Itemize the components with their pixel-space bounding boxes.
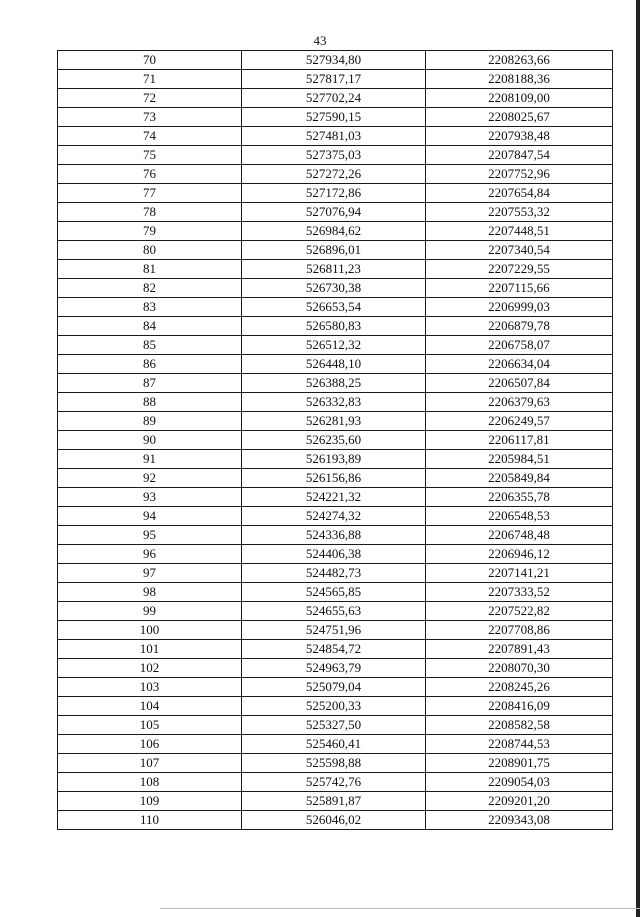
y-coordinate-cell: 2206355,78: [426, 488, 613, 507]
table-row: [58, 792, 613, 811]
y-coordinate-cell: 2205984,51: [426, 450, 613, 469]
point-number-cell: 82: [58, 279, 242, 298]
table-row: [58, 735, 613, 754]
x-coordinate-cell: 526156,86: [242, 469, 426, 488]
y-coordinate-cell: 2205849,84: [426, 469, 613, 488]
table-row: [58, 355, 613, 374]
y-coordinate-cell: 2208744,53: [426, 735, 613, 754]
y-coordinate-cell: 2208416,09: [426, 697, 613, 716]
x-coordinate-cell: 524221,32: [242, 488, 426, 507]
x-coordinate-cell: 526332,83: [242, 393, 426, 412]
point-number-cell: 109: [58, 792, 242, 811]
y-coordinate-cell: 2206548,53: [426, 507, 613, 526]
point-number-cell: 81: [58, 260, 242, 279]
x-coordinate-cell: 527934,80: [242, 51, 426, 70]
table-row: [58, 260, 613, 279]
x-coordinate-cell: 524336,88: [242, 526, 426, 545]
y-coordinate-cell: 2207115,66: [426, 279, 613, 298]
table-row: [58, 70, 613, 89]
y-coordinate-cell: 2206999,03: [426, 298, 613, 317]
table-row: [58, 811, 613, 830]
point-number-cell: 94: [58, 507, 242, 526]
point-number-cell: 106: [58, 735, 242, 754]
x-coordinate-cell: 526448,10: [242, 355, 426, 374]
table-row: [58, 754, 613, 773]
point-number-cell: 88: [58, 393, 242, 412]
table-row: [58, 640, 613, 659]
scan-bottom-line: [160, 908, 640, 909]
x-coordinate-cell: 524274,32: [242, 507, 426, 526]
point-number-cell: 105: [58, 716, 242, 735]
table-row: [58, 507, 613, 526]
point-number-cell: 79: [58, 222, 242, 241]
x-coordinate-cell: 526730,38: [242, 279, 426, 298]
x-coordinate-cell: 524854,72: [242, 640, 426, 659]
point-number-cell: 103: [58, 678, 242, 697]
coordinates-table: [57, 50, 613, 830]
x-coordinate-cell: 526811,23: [242, 260, 426, 279]
y-coordinate-cell: 2206117,81: [426, 431, 613, 450]
table-row: [58, 336, 613, 355]
point-number-cell: 110: [58, 811, 242, 830]
x-coordinate-cell: 525891,87: [242, 792, 426, 811]
y-coordinate-cell: 2206379,63: [426, 393, 613, 412]
y-coordinate-cell: 2207340,54: [426, 241, 613, 260]
table-row: [58, 393, 613, 412]
x-coordinate-cell: 526512,32: [242, 336, 426, 355]
x-coordinate-cell: 525460,41: [242, 735, 426, 754]
table-row: [58, 51, 613, 70]
y-coordinate-cell: 2207229,55: [426, 260, 613, 279]
x-coordinate-cell: 525327,50: [242, 716, 426, 735]
table-row: [58, 526, 613, 545]
table-row: [58, 165, 613, 184]
y-coordinate-cell: 2209054,03: [426, 773, 613, 792]
x-coordinate-cell: 527702,24: [242, 89, 426, 108]
x-coordinate-cell: 526984,62: [242, 222, 426, 241]
table-row: [58, 241, 613, 260]
table-row: [58, 431, 613, 450]
y-coordinate-cell: 2208188,36: [426, 70, 613, 89]
x-coordinate-cell: 525079,04: [242, 678, 426, 697]
point-number-cell: 76: [58, 165, 242, 184]
y-coordinate-cell: 2207333,52: [426, 583, 613, 602]
x-coordinate-cell: 527272,26: [242, 165, 426, 184]
y-coordinate-cell: 2207938,48: [426, 127, 613, 146]
x-coordinate-cell: 526896,01: [242, 241, 426, 260]
x-coordinate-cell: 527481,03: [242, 127, 426, 146]
point-number-cell: 80: [58, 241, 242, 260]
x-coordinate-cell: 524751,96: [242, 621, 426, 640]
table-body: [58, 51, 613, 830]
x-coordinate-cell: 527375,03: [242, 146, 426, 165]
table-row: [58, 222, 613, 241]
table-row: [58, 374, 613, 393]
x-coordinate-cell: 526388,25: [242, 374, 426, 393]
x-coordinate-cell: 526235,60: [242, 431, 426, 450]
point-number-cell: 70: [58, 51, 242, 70]
table-row: [58, 450, 613, 469]
table-row: [58, 564, 613, 583]
point-number-cell: 83: [58, 298, 242, 317]
point-number-cell: 100: [58, 621, 242, 640]
point-number-cell: 77: [58, 184, 242, 203]
y-coordinate-cell: 2207847,54: [426, 146, 613, 165]
x-coordinate-cell: 526046,02: [242, 811, 426, 830]
x-coordinate-cell: 525598,88: [242, 754, 426, 773]
point-number-cell: 85: [58, 336, 242, 355]
y-coordinate-cell: 2207708,86: [426, 621, 613, 640]
x-coordinate-cell: 524655,63: [242, 602, 426, 621]
table-row: [58, 89, 613, 108]
table-row: [58, 412, 613, 431]
point-number-cell: 102: [58, 659, 242, 678]
point-number-cell: 93: [58, 488, 242, 507]
y-coordinate-cell: 2207891,43: [426, 640, 613, 659]
y-coordinate-cell: 2209343,08: [426, 811, 613, 830]
y-coordinate-cell: 2207654,84: [426, 184, 613, 203]
y-coordinate-cell: 2207522,82: [426, 602, 613, 621]
x-coordinate-cell: 525200,33: [242, 697, 426, 716]
x-coordinate-cell: 524406,38: [242, 545, 426, 564]
point-number-cell: 90: [58, 431, 242, 450]
table-row: [58, 488, 613, 507]
table-row: [58, 108, 613, 127]
y-coordinate-cell: 2206634,04: [426, 355, 613, 374]
table-row: [58, 697, 613, 716]
x-coordinate-cell: 526193,89: [242, 450, 426, 469]
point-number-cell: 75: [58, 146, 242, 165]
y-coordinate-cell: 2207752,96: [426, 165, 613, 184]
y-coordinate-cell: 2206879,78: [426, 317, 613, 336]
point-number-cell: 73: [58, 108, 242, 127]
y-coordinate-cell: 2209201,20: [426, 792, 613, 811]
point-number-cell: 78: [58, 203, 242, 222]
point-number-cell: 91: [58, 450, 242, 469]
table-row: [58, 583, 613, 602]
y-coordinate-cell: 2207448,51: [426, 222, 613, 241]
y-coordinate-cell: 2208901,75: [426, 754, 613, 773]
table-row: [58, 317, 613, 336]
table-row: [58, 127, 613, 146]
table-row: [58, 716, 613, 735]
y-coordinate-cell: 2207553,32: [426, 203, 613, 222]
point-number-cell: 101: [58, 640, 242, 659]
point-number-cell: 96: [58, 545, 242, 564]
y-coordinate-cell: 2206748,48: [426, 526, 613, 545]
x-coordinate-cell: 524565,85: [242, 583, 426, 602]
y-coordinate-cell: 2208025,67: [426, 108, 613, 127]
x-coordinate-cell: 527590,15: [242, 108, 426, 127]
x-coordinate-cell: 527076,94: [242, 203, 426, 222]
point-number-cell: 71: [58, 70, 242, 89]
x-coordinate-cell: 526281,93: [242, 412, 426, 431]
point-number-cell: 97: [58, 564, 242, 583]
y-coordinate-cell: 2206946,12: [426, 545, 613, 564]
table-row: [58, 298, 613, 317]
x-coordinate-cell: 526580,83: [242, 317, 426, 336]
x-coordinate-cell: 527172,86: [242, 184, 426, 203]
y-coordinate-cell: 2208245,26: [426, 678, 613, 697]
table-row: [58, 146, 613, 165]
point-number-cell: 84: [58, 317, 242, 336]
y-coordinate-cell: 2208070,30: [426, 659, 613, 678]
point-number-cell: 108: [58, 773, 242, 792]
x-coordinate-cell: 524482,73: [242, 564, 426, 583]
table-row: [58, 184, 613, 203]
point-number-cell: 86: [58, 355, 242, 374]
point-number-cell: 107: [58, 754, 242, 773]
table-row: [58, 469, 613, 488]
table-row: [58, 602, 613, 621]
y-coordinate-cell: 2208109,00: [426, 89, 613, 108]
y-coordinate-cell: 2208263,66: [426, 51, 613, 70]
y-coordinate-cell: 2206507,84: [426, 374, 613, 393]
y-coordinate-cell: 2206758,07: [426, 336, 613, 355]
table-row: [58, 773, 613, 792]
point-number-cell: 89: [58, 412, 242, 431]
x-coordinate-cell: 524963,79: [242, 659, 426, 678]
point-number-cell: 92: [58, 469, 242, 488]
point-number-cell: 98: [58, 583, 242, 602]
table-row: [58, 678, 613, 697]
point-number-cell: 99: [58, 602, 242, 621]
table-row: [58, 659, 613, 678]
y-coordinate-cell: 2208582,58: [426, 716, 613, 735]
table-row: [58, 621, 613, 640]
table-row: [58, 279, 613, 298]
x-coordinate-cell: 526653,54: [242, 298, 426, 317]
x-coordinate-cell: 525742,76: [242, 773, 426, 792]
scan-right-edge: [636, 0, 640, 917]
point-number-cell: 74: [58, 127, 242, 146]
x-coordinate-cell: 527817,17: [242, 70, 426, 89]
point-number-cell: 95: [58, 526, 242, 545]
y-coordinate-cell: 2207141,21: [426, 564, 613, 583]
table-row: [58, 203, 613, 222]
y-coordinate-cell: 2206249,57: [426, 412, 613, 431]
point-number-cell: 72: [58, 89, 242, 108]
table-row: [58, 545, 613, 564]
point-number-cell: 87: [58, 374, 242, 393]
point-number-cell: 104: [58, 697, 242, 716]
page-number: 43: [313, 33, 327, 48]
